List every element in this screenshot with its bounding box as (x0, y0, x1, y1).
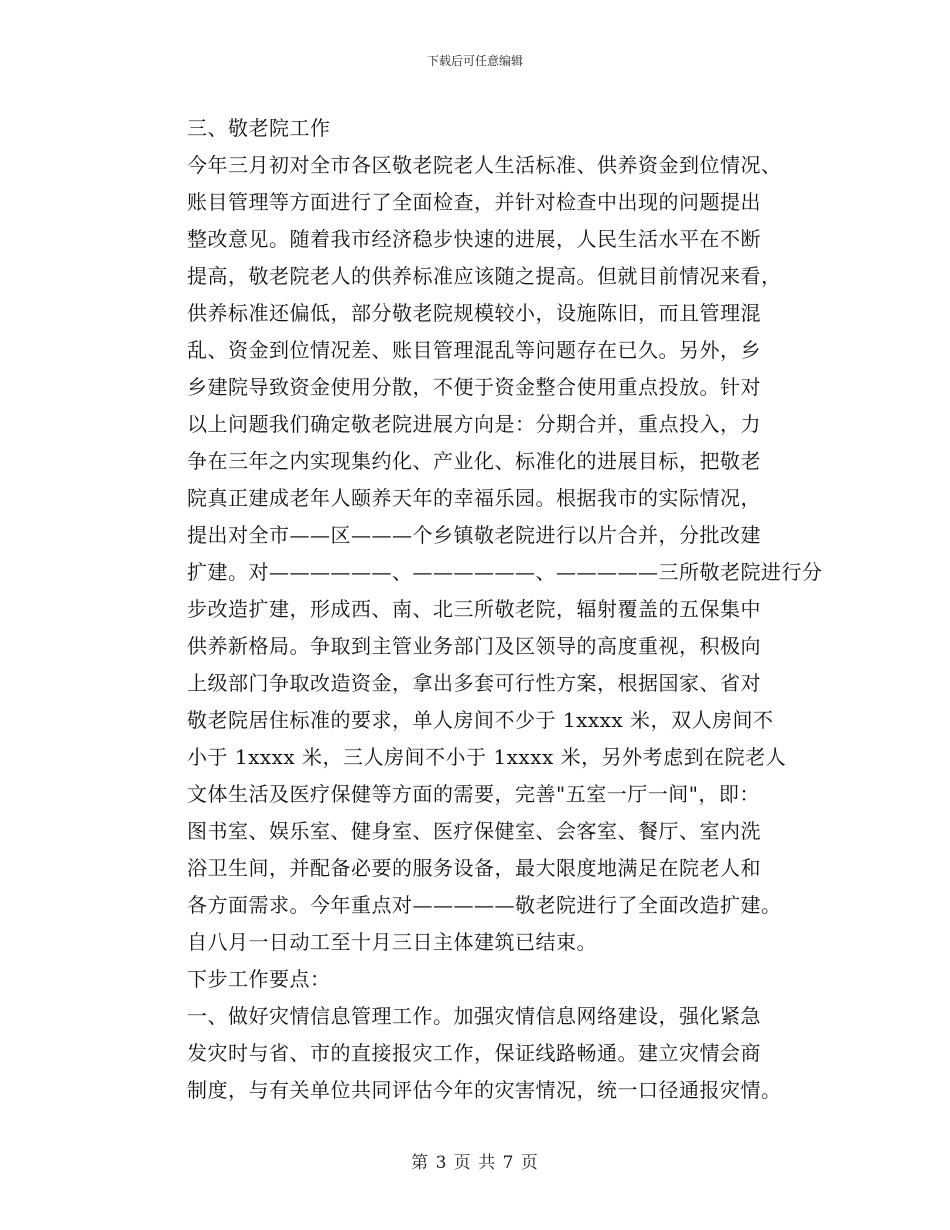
text-line: 整改意见。随着我市经济稳步快速的进展，人民生活水平在不断 (187, 227, 761, 251)
text-line: 制度，与有关单位共同评估今年的灾害情况，统一口径通报灾情。 (187, 1078, 782, 1102)
text-line: 浴卫生间，并配备必要的服务设备，最大限度地满足在院老人和 (187, 856, 761, 880)
text-line: 供养标准还偏低，部分敬老院规模较小，设施陈旧，而且管理混 (187, 301, 761, 325)
text-line: 发灾时与省、市的直接报灾工作，保证线路畅通。建立灾情会商 (187, 1041, 761, 1065)
text-line: 小于 1xxxx 米，三人房间不小于 1xxxx 米，另外考虑到在院老人 (187, 745, 787, 769)
page-header: 下载后可任意编辑 (426, 54, 523, 68)
text-line: 供养新格局。争取到主管业务部门及区领导的高度重视，积极向 (187, 634, 761, 658)
text-line: 乱、资金到位情况差、账目管理混乱等问题存在已久。另外，乡 (187, 338, 761, 362)
page-number: 第 3 页 共 7 页 (411, 1153, 539, 1173)
text-line: 提出对全市——区———个乡镇敬老院进行以片合并，分批改建 (187, 523, 761, 547)
text-line: 争在三年之内实现集约化、产业化、标准化的进展目标，把敬老 (187, 449, 761, 473)
text-line: 自八月一日动工至十月三日主体建筑已结束。 (187, 930, 597, 954)
text-line: 乡建院导致资金使用分散，不便于资金整合使用重点投放。针对 (187, 375, 761, 399)
text-line: 账目管理等方面进行了全面检查，并针对检查中出现的问题提出 (187, 190, 761, 214)
text-line: 敬老院居住标准的要求，单人房间不少于 1xxxx 米，双人房间不 (187, 708, 774, 732)
text-line: 步改造扩建，形成西、南、北三所敬老院，辐射覆盖的五保集中 (187, 597, 761, 621)
document-body (187, 110, 823, 1109)
text-line: 今年三月初对全市各区敬老院老人生活标准、供养资金到位情况、 (187, 153, 782, 177)
text-line: 文体生活及医疗保健等方面的需要，完善"五室一厅一间"，即： (187, 782, 760, 806)
text-line: 一、做好灾情信息管理工作。加强灾情信息网络建设，强化紧急 (187, 1004, 761, 1028)
text-line: 院真正建成老年人颐养天年的幸福乐园。根据我市的实际情况， (187, 486, 761, 510)
text-line: 各方面需求。今年重点对—————敬老院进行了全面改造扩建。 (187, 893, 782, 917)
text-line: 以上问题我们确定敬老院进展方向是：分期合并，重点投入，力 (187, 412, 761, 436)
text-line: 上级部门争取改造资金，拿出多套可行性方案，根据国家、省对 (187, 671, 761, 695)
text-line: 扩建。对——————、——————、—————三所敬老院进行分 (187, 560, 823, 584)
text-line: 提高，敬老院老人的供养标准应该随之提高。但就目前情况来看， (187, 264, 782, 288)
text-line: 下步工作要点： (187, 967, 331, 991)
text-line: 图书室、娱乐室、健身室、医疗保健室、会客室、餐厅、室内洗 (187, 819, 761, 843)
text-line: 三、敬老院工作 (187, 116, 331, 140)
